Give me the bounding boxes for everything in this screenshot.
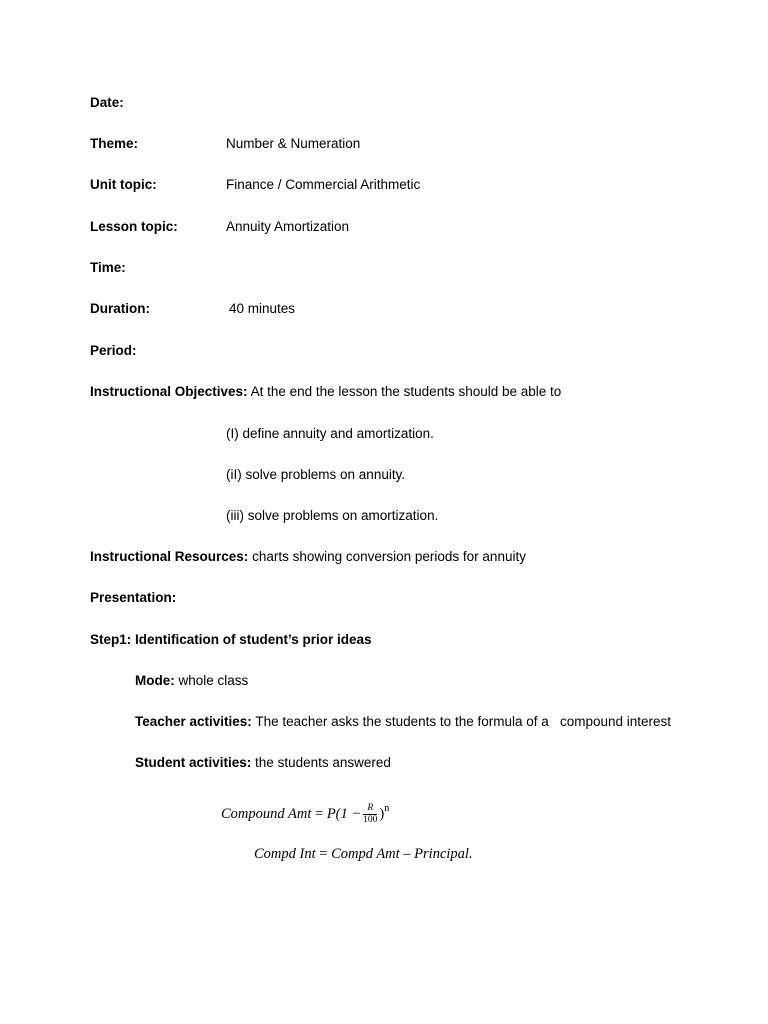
teacher-activities-row bbox=[135, 713, 671, 731]
presentation-row bbox=[90, 589, 176, 607]
teacher-activities-label: Teacher activities: bbox=[135, 714, 252, 729]
formula2-equals: = bbox=[319, 846, 328, 862]
objective-item: (I) define annuity and amortization. bbox=[226, 426, 434, 441]
theme-label: Theme: bbox=[90, 136, 139, 151]
step1-title bbox=[90, 631, 372, 649]
step1-title-text: Step1: Identification of student’s prior ideas bbox=[90, 632, 372, 647]
mode-row bbox=[135, 672, 248, 690]
student-activities-label: Student activities: bbox=[135, 755, 252, 770]
teacher-activities-value: The teacher asks the students to the formula of a compound interest bbox=[255, 714, 672, 729]
time-row bbox=[90, 259, 126, 277]
duration-row bbox=[90, 300, 150, 318]
rate-fraction bbox=[363, 803, 377, 826]
student-activities-value: the students answered bbox=[255, 755, 391, 770]
formula-close-paren: ) bbox=[379, 806, 385, 822]
unit-topic-row bbox=[90, 176, 157, 194]
presentation-label: Presentation: bbox=[90, 590, 177, 605]
unit-topic-label: Unit topic: bbox=[90, 177, 157, 192]
formula-equals: = bbox=[315, 806, 324, 822]
duration-value: 40 minutes bbox=[229, 301, 296, 316]
period-row bbox=[90, 342, 137, 360]
mode-value: whole class bbox=[178, 673, 249, 688]
mode-label: Mode: bbox=[135, 673, 175, 688]
formula-exponent: n bbox=[384, 803, 390, 814]
objectives-row bbox=[90, 383, 561, 401]
compound-interest-formula bbox=[254, 845, 473, 863]
lesson-topic-label: Lesson topic: bbox=[90, 219, 178, 234]
compound-amount-formula bbox=[221, 796, 389, 827]
objective-item: (iii) solve problems on amortization. bbox=[226, 508, 439, 523]
objectives-label: Instructional Objectives: bbox=[90, 384, 248, 399]
formula-principal: P(1 − bbox=[326, 806, 362, 822]
resources-label: Instructional Resources: bbox=[90, 549, 249, 564]
date-label: Date: bbox=[90, 95, 124, 110]
theme-value: Number & Numeration bbox=[226, 136, 361, 151]
resources-row bbox=[90, 548, 526, 566]
resources-value: charts showing conversion periods for annuity bbox=[252, 549, 526, 564]
fraction-denominator: 100 bbox=[363, 815, 378, 826]
theme-row bbox=[90, 135, 138, 153]
lesson-topic-value: Annuity Amortization bbox=[226, 219, 350, 234]
unit-topic-value: Finance / Commercial Arithmetic bbox=[226, 177, 421, 192]
lesson-topic-row bbox=[90, 218, 178, 236]
objectives-intro: At the end the lesson the students should be able to bbox=[250, 384, 562, 399]
student-activities-row bbox=[135, 754, 391, 772]
date-row bbox=[90, 94, 124, 112]
fraction-numerator: R bbox=[363, 803, 377, 815]
objective-item: (iI) solve problems on annuity. bbox=[226, 467, 406, 482]
formula-lhs: Compound Amt bbox=[221, 806, 312, 822]
period-label: Period: bbox=[90, 343, 137, 358]
time-label: Time: bbox=[90, 260, 126, 275]
duration-label: Duration: bbox=[90, 301, 150, 316]
formula2-rhs: Compd Amt – Principal. bbox=[331, 846, 473, 862]
formula2-lhs: Compd Int bbox=[254, 846, 316, 862]
